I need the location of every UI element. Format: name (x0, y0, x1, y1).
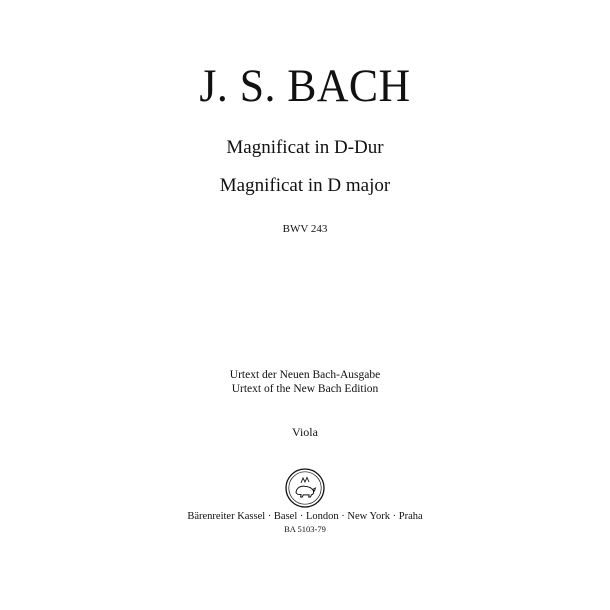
title-german: Magnificat in D-Dur (226, 137, 384, 158)
logo-outer-circle (286, 469, 324, 507)
publisher-line: Bärenreiter Kassel · Basel · London · New York · Praha (187, 511, 423, 522)
logo-crown (301, 478, 309, 484)
edition-english: Urtext of the New Bach Edition (231, 383, 379, 395)
instrument-part: Viola (292, 425, 318, 439)
title-english: Magnificat in D major (219, 175, 391, 196)
baerenreiter-bear-logo-icon (283, 466, 327, 510)
logo-inner-circle (289, 472, 321, 504)
composer-name: J. S. BACH (199, 60, 411, 112)
catalog-number: BWV 243 (282, 223, 328, 235)
logo-graphic (283, 466, 327, 510)
edition-german: Urtext der Neuen Bach-Ausgabe (229, 369, 381, 381)
order-number: BA 5103-79 (284, 524, 326, 534)
logo-bear-body (296, 486, 314, 497)
